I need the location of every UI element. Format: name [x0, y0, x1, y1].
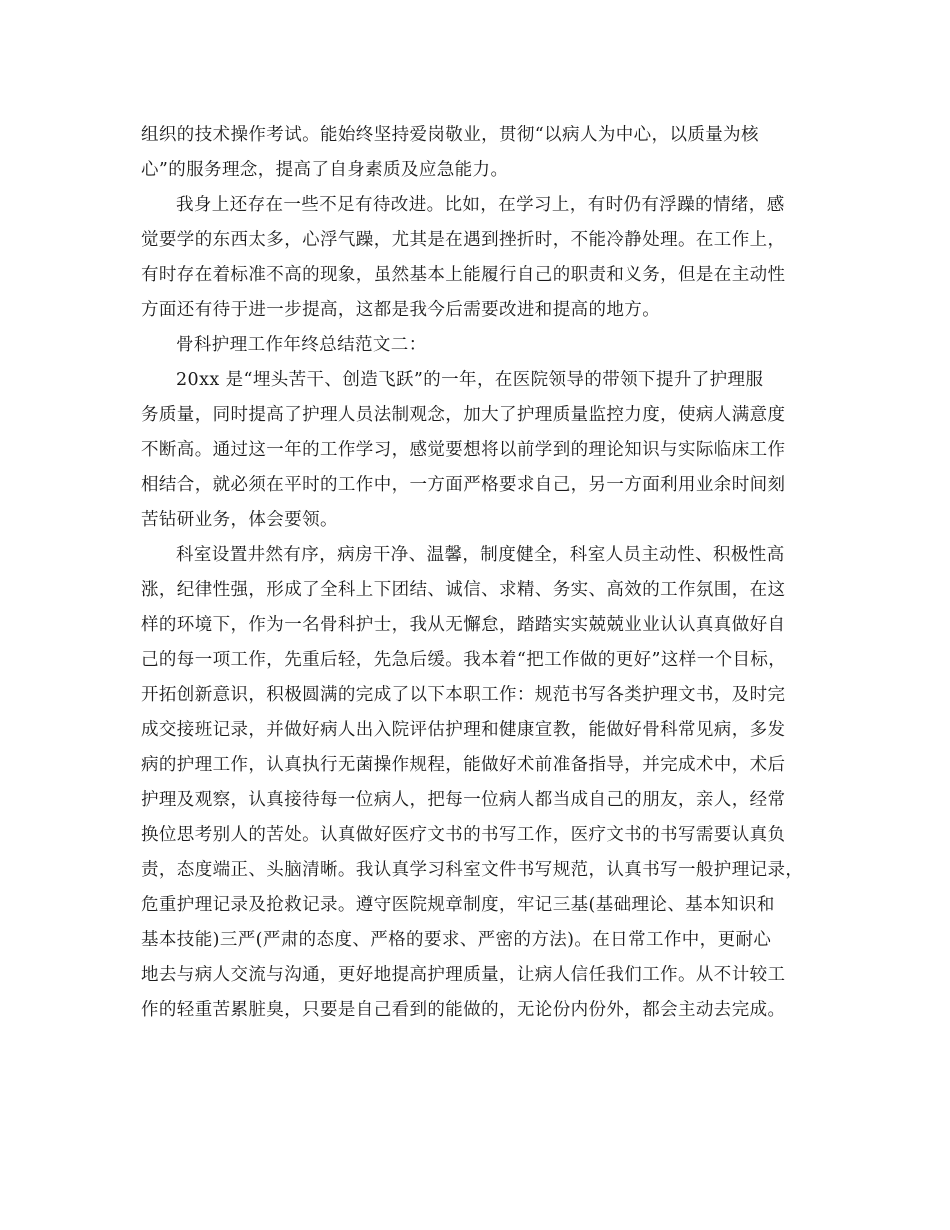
paragraph-line: 地去与病人交流与沟通，更好地提高护理质量，让病人信任我们工作。从不计较工	[141, 965, 786, 985]
paragraph-line: 危重护理记录及抢救记录。遵守医院规章制度，牢记三基(基础理论、基本知识和	[141, 895, 775, 915]
document-body	[141, 118, 821, 1028]
paragraph-line: 样的环境下，作为一名骨科护士，我从无懈怠，踏踏实实兢兢业业认认真真做好自	[141, 615, 786, 635]
paragraph-line: 基本技能)三严(严肃的态度、严格的要求、严密的方法)。在日常工作中，更耐心	[141, 930, 772, 950]
paragraph-first-line: 科室设置井然有序，病房干净、温馨，制度健全，科室人员主动性、积极性高	[176, 545, 785, 565]
paragraph-line: 有时存在着标准不高的现象，虽然基本上能履行自己的职责和义务，但是在主动性	[141, 265, 786, 285]
paragraph-line: 作的轻重苦累脏臭，只要是自己看到的能做的，无论份内份外，都会主动去完成。	[141, 1000, 786, 1020]
paragraph-first-line: 20xx 是“埋头苦干、创造飞跃”的一年，在医院领导的带领下提升了护理服	[176, 370, 764, 390]
paragraph-line: 相结合，就必须在平时的工作中，一方面严格要求自己，另一方面利用业余时间刻	[141, 475, 786, 495]
paragraph-line: 心”的服务理念，提高了自身素质及应急能力。	[141, 160, 509, 180]
paragraph-line: 责，态度端正、头脑清晰。我认真学习科室文件书写规范，认真书写一般护理记录，	[141, 860, 804, 880]
paragraph-line: 开拓创新意识，积极圆满的完成了以下本职工作：规范书写各类护理文书，及时完	[141, 685, 786, 705]
paragraph-line: 方面还有待于进一步提高，这都是我今后需要改进和提高的地方。	[141, 300, 661, 320]
paragraph-line: 己的每一项工作，先重后轻，先急后缓。我本着“把工作做的更好”这样一个目标，	[141, 650, 787, 670]
paragraph-first-line: 骨科护理工作年终总结范文二：	[176, 335, 427, 355]
paragraph-first-line: 我身上还存在一些不足有待改进。比如，在学习上，有时仍有浮躁的情绪，感	[176, 195, 785, 215]
paragraph-line: 务质量，同时提高了护理人员法制观念，加大了护理质量监控力度，使病人满意度	[141, 405, 786, 425]
paragraph-line: 病的护理工作，认真执行无菌操作规程，能做好术前准备指导，并完成术中，术后	[141, 755, 786, 775]
paragraph-line: 成交接班记录，并做好病人出入院评估护理和健康宣教，能做好骨科常见病，多发	[141, 720, 786, 740]
paragraph-line: 觉要学的东西太多，心浮气躁，尤其是在遇到挫折时，不能冷静处理。在工作上，	[141, 230, 786, 250]
paragraph-line: 护理及观察，认真接待每一位病人，把每一位病人都当成自己的朋友，亲人，经常	[141, 790, 786, 810]
paragraph-line: 换位思考别人的苦处。认真做好医疗文书的书写工作，医疗文书的书写需要认真负	[141, 825, 786, 845]
paragraph-line: 不断高。通过这一年的工作学习，感觉要想将以前学到的理论知识与实际临床工作	[141, 440, 786, 460]
paragraph-line: 苦钻研业务，体会要领。	[141, 510, 338, 530]
paragraph-line: 组织的技术操作考试。能始终坚持爱岗敬业，贯彻“以病人为中心，以质量为核	[141, 125, 759, 145]
paragraph-line: 涨，纪律性强，形成了全科上下团结、诚信、求精、务实、高效的工作氛围，在这	[141, 580, 786, 600]
